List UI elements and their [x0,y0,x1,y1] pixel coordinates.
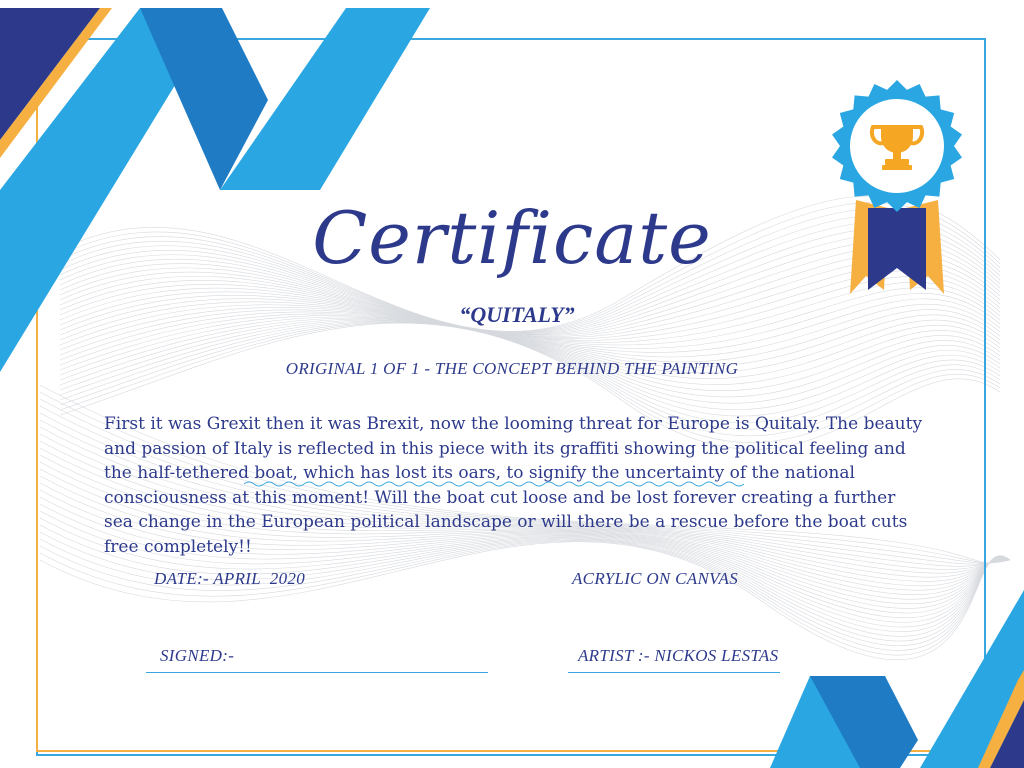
certificate-title: Certificate [312,196,712,280]
artist-line [568,672,780,673]
artwork-name: “QUITALY” [459,302,575,327]
signed-field: SIGNED:- [160,646,235,665]
concept-description: First it was Grexit then it was Brexit, now the looming threat for Europe is Quitaly. The beauty and passion of Italy is reflected in this piece with its graffiti showing the political feeling and the half-tethered boat, which has lost its oars, to signify the uncertainty of the national consciousness at this moment! Will the boat cut loose and be lost forever creating a further sea change in the European political landscape or will there be a rescue before the boat cuts free completely!! [104,414,923,557]
medium-field: ACRYLIC ON CANVAS [572,569,738,588]
signature-line [146,672,488,673]
date-field: DATE:- APRIL 2020 [154,569,305,588]
artist-field: ARTIST :- NICKOS LESTAS [578,646,779,665]
certificate-heading: ORIGINAL 1 OF 1 - THE CONCEPT BEHIND THE PAINTING [285,359,739,378]
